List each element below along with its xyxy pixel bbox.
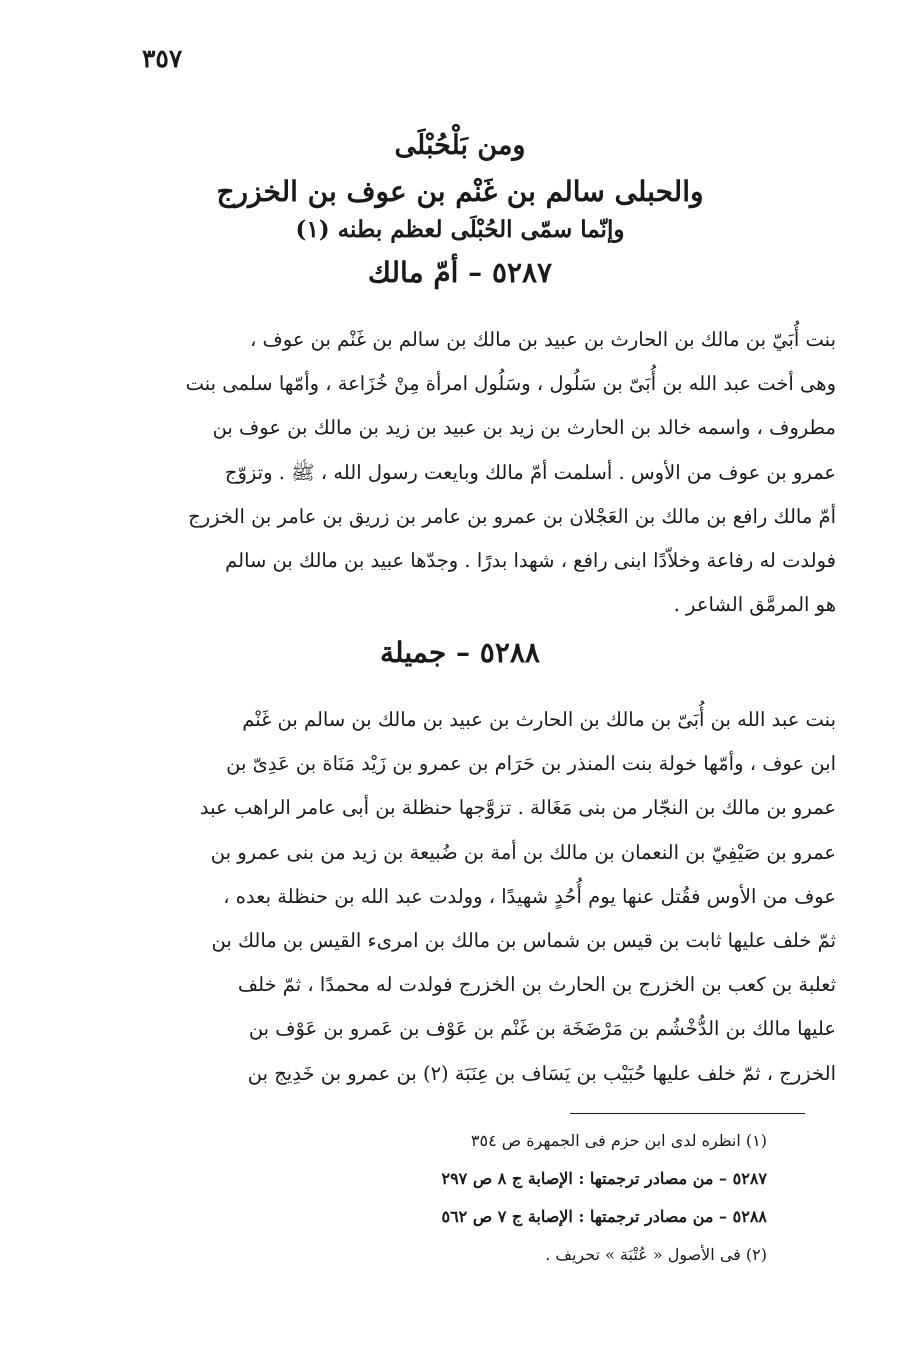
footnote: (١) انظره لدى ابن حزم فى الجمهرة ص ٣٥٤ — [470, 1131, 767, 1150]
text-line: ابن عوف ، وأمّها خولة بنت المنذر بن حَرَام بن عمرو بن زَيْد مَنَاة بن عَدِىّ بن — [226, 752, 836, 776]
footnote: (٢) فى الأصول « عُتْبَة » تحريف . — [545, 1245, 767, 1264]
entry-title-5288: ٥٢٨٨ – جميلة — [380, 636, 540, 669]
section-heading-line-2: والحبلى سالم بن غَنْم بن عوف بن الخزرج — [216, 175, 704, 208]
page-number: ٣٥٧ — [142, 44, 183, 73]
text-line: هو المرمَّق الشاعر . — [673, 593, 836, 617]
text-line: عمرو بن عوف من الأوس . أسلمت أمّ مالك وبايعت رسول الله ، ﷺ . وتزوّج — [224, 460, 836, 484]
section-heading-line-3: وإنّما سمّى الحُبْلَى لعظم بطنه (١) — [295, 216, 625, 243]
text-line: عليها مالك بن الدُّخْشُم بن مَرْضَخَة بن غَنْم بن عَوْف بن عَمرو بن عَوْف بن — [248, 1017, 836, 1041]
text-line: فولدت له رفاعة وخلاّدًا ابنى رافع ، شهدا بدرًا . وجدّها عبيد بن مالك بن سالم — [225, 549, 836, 573]
footnote: ٥٢٨٧ – من مصادر ترجمتها : الإصابة ج ٨ ص ٢٩٧ — [441, 1169, 767, 1188]
footnotes — [300, 1122, 767, 1274]
entry-body-5287 — [108, 318, 836, 627]
text-line: أمّ مالك رافع بن مالك بن العَجْلان بن عمرو بن عامر بن زريق بن عامر بن الخزرج — [188, 504, 836, 528]
text-line: بنت عبد الله بن أُبَىّ بن مالك بن الحارث بن عبيد بن مالك بن سالم بن غَنْم — [242, 708, 836, 731]
footnote: ٥٢٨٨ – من مصادر ترجمتها : الإصابة ج ٧ ص ٥٦٢ — [441, 1207, 767, 1226]
section-heading-line-1: ومن بَلْحُبْلَى — [394, 130, 526, 161]
footnote-divider — [570, 1113, 805, 1114]
text-line: عوف من الأوس فقُتل عنها يوم أُحُدٍ شهيدًا ، وولدت عبد الله بن حنظلة بعده ، — [223, 884, 836, 908]
text-line: مطروف ، واسمه خالد بن الحارث بن زيد بن عبيد بن زيد بن مالك بن عوف بن — [212, 416, 836, 440]
entry-title-5287: ٥٢٨٧ – أمّ مالك — [367, 256, 553, 289]
text-line: عمرو بن صَيْفِيّ بن النعمان بن مالك بن أمة بن ضُبيعة بن زيد من بنى عمرو بن — [210, 840, 836, 864]
text-line: عمرو بن مالك بن النجّار من بنى مَغَالة . تزوَّجها حنظلة بن أبى عامر الراهب عبد — [199, 796, 836, 820]
entry-body-5288 — [108, 698, 836, 1096]
text-line: ثعلبة بن كعب بن الخزرج بن الحارث بن الخزرج فولدت له محمدًا ، ثمّ خلف — [237, 973, 836, 997]
text-line: الخزرج ، ثمّ خلف عليها حُبَيْب بن يَسَاف بن عِنَبَة (٢) بن عمرو بن خَدِيج بن — [247, 1061, 836, 1085]
text-line: ثمّ خلف عليها ثابت بن قيس بن شماس بن مالك بن امرىء القيس بن مالك بن — [211, 929, 836, 953]
text-line: بنت أُبَيّ بن مالك بن الحارث بن عبيد بن مالك بن سالم بن غَنْم بن عوف ، — [250, 328, 836, 351]
text-line: وهى أخت عبد الله بن أُبَىّ بن سَلُول ، وسَلُول امرأة مِنْ خُزَاعة ، وأمّها سلمى بنت — [185, 372, 836, 396]
